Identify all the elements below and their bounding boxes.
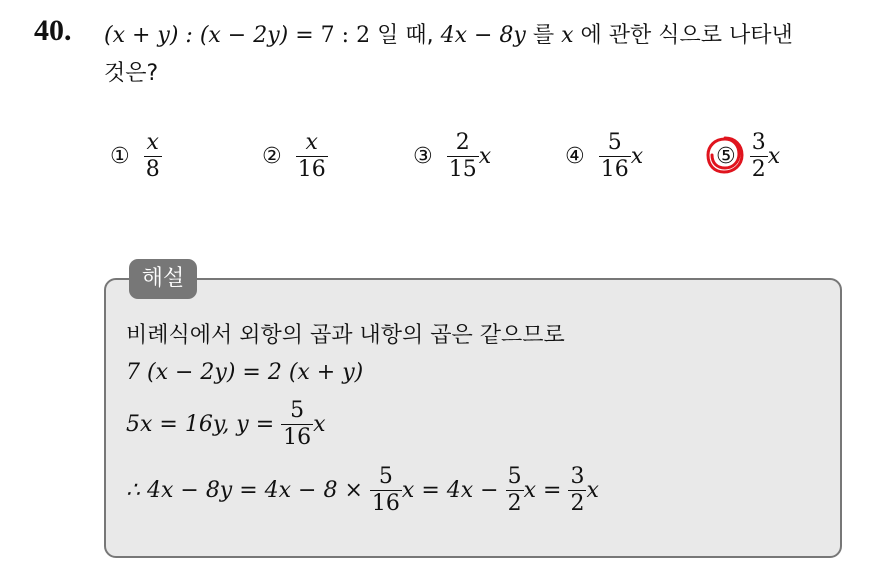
solution-fraction: $\frac{5}{16}$ xyxy=(371,464,400,516)
option-marker: ② xyxy=(262,143,282,169)
option-4[interactable]: ④ $\frac{5}{16}$ x xyxy=(565,130,644,182)
option-fraction: $\frac{2}{15}$ xyxy=(448,130,477,182)
option-marker: ③ xyxy=(413,143,433,169)
solution-fraction: $\frac{5}{2}$ xyxy=(507,464,522,516)
option-marker: ① xyxy=(110,143,130,169)
option-5[interactable]: ⑤ $\frac{3}{2}$ x xyxy=(716,130,781,182)
question-expr: 4x − 8y xyxy=(440,23,526,48)
option-marker: ④ xyxy=(565,143,585,169)
solution-line-1: 비례식에서 외항의 곱과 내항의 곱은 같으므로 xyxy=(126,323,565,348)
question-var: x xyxy=(561,23,574,48)
option-fraction: $\frac{x}{8}$ xyxy=(145,130,160,182)
question-line-1 xyxy=(104,18,793,49)
question-line-2: 것은? xyxy=(104,61,159,86)
solution-line-4: ∴ 4x − 8y = 4x − 8 × $\frac{5}{16}$ x = 4x − $\frac{5}{2}$ x = $\frac{3}{2}$ x xyxy=(126,464,599,516)
ratio-eq: = 7 : 2 xyxy=(295,23,371,48)
option-fraction: $\frac{5}{16}$ xyxy=(600,130,629,182)
question-number: 40. xyxy=(34,14,72,47)
option-fraction: $\frac{3}{2}$ xyxy=(751,130,766,182)
option-2[interactable] xyxy=(262,132,328,181)
solution-line-3: 5x = 16y, y = $\frac{5}{16}$ x xyxy=(126,398,326,450)
question-korean-1: 일 때, xyxy=(377,23,434,48)
solution-line-2: 7 (x − 2y) = 2 (x + y) xyxy=(126,360,364,385)
solution-tag: 해설 xyxy=(129,259,197,299)
ratio-lhs: (x + y) : (x − 2y) xyxy=(104,23,289,48)
question-korean-3: 에 관한 식으로 나타낸 xyxy=(580,23,793,48)
option-3[interactable]: ③ $\frac{2}{15}$ x xyxy=(413,130,492,182)
solution-fraction: $\frac{3}{2}$ xyxy=(570,464,585,516)
option-marker: ⑤ xyxy=(716,143,736,169)
option-1[interactable] xyxy=(110,132,162,181)
option-fraction: $\frac{x}{16}$ xyxy=(297,130,326,182)
question-korean-2: 를 xyxy=(532,23,555,48)
solution-fraction: $\frac{5}{16}$ xyxy=(283,398,312,450)
answer-circle-mark xyxy=(704,134,746,176)
